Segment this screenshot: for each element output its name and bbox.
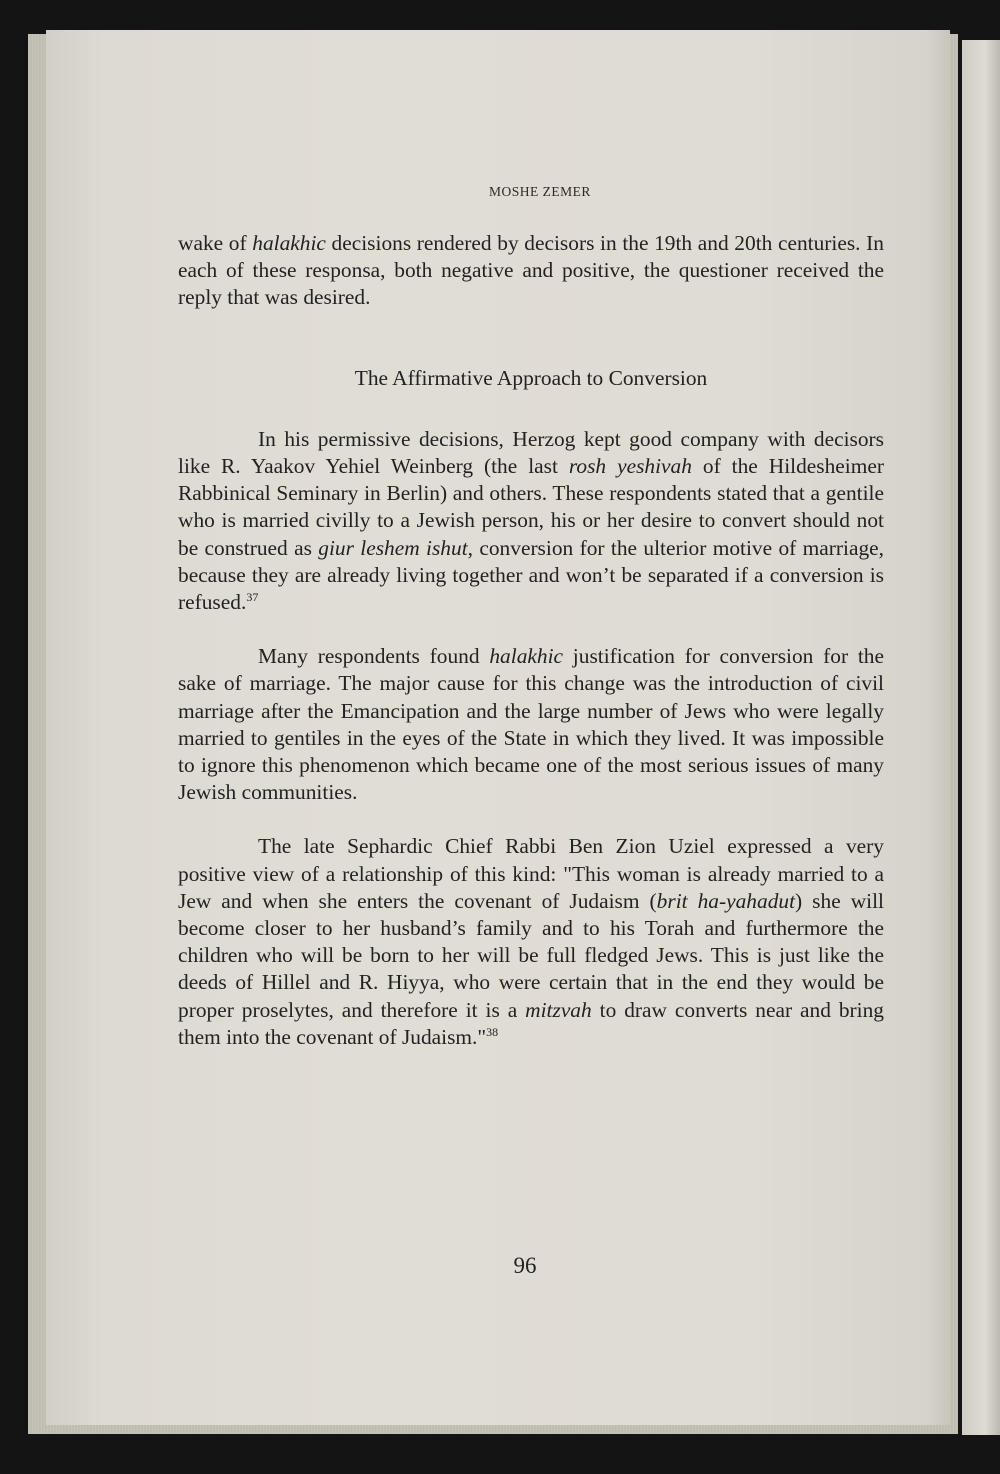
italic-term: rosh yeshivah xyxy=(568,454,692,479)
italic-term: halakhic xyxy=(252,231,326,255)
italic-term: giur leshem ishut xyxy=(318,535,468,560)
footnote-ref: 38 xyxy=(486,1024,499,1039)
text-run: decisions rendered by decisors in the 19th and 20th centuries. In each of these responsa, both negative and positive, the questioner received the reply that was desired. xyxy=(178,231,884,310)
text-run: of the Hildesheimer Rabbinical Seminary in Berlin) and others. These respondents stated that a gentile who is married civilly to a Jewish person, his or her desire to convert should not be construed as xyxy=(178,454,884,560)
running-head: MOSHE ZEMER xyxy=(489,184,591,199)
paragraph-1 xyxy=(178,230,884,312)
text-run: The late Sephardic Chief Rabbi Ben Zion Uziel expressed a very positive view of a relationship of this kind: "This woman is already married to a Jew and when she enters the covenant of Judaism ( xyxy=(178,834,884,913)
text-run: justification for conversion for the sake of marriage. The major cause for this change was the introduction of civil marriage after the Emancipation and the large number of Jews who were legally married to gentiles in the eyes of the State in which they lived. It was impossible to ignore this phenomenon which became one of the most serious issues of many Jewish communities. xyxy=(178,644,884,805)
section-heading: The Affirmative Approach to Conversion xyxy=(354,365,708,390)
body-text xyxy=(178,230,884,1051)
text-run: Many respondents found xyxy=(258,644,490,669)
paragraph-4 xyxy=(178,833,884,1051)
italic-term: halakhic xyxy=(489,644,564,669)
page-number: 96 xyxy=(513,1253,537,1278)
text-run: ) she will become closer to her husband’s family and to his Torah and furthermore the children who will be born to her will be full fledged Jews. This is just like the deeds of Hillel and R. Hiyya, who were certain that in the end they would be proper proselytes, and therefore it is a xyxy=(178,888,884,1022)
italic-term: mitzvah xyxy=(525,997,592,1022)
text-run: In his permissive decisions, Herzog kept good company with decisors like R. Yaakov Yehiel Weinberg (the last xyxy=(178,426,884,479)
paragraph-2 xyxy=(178,426,884,616)
italic-term: brit ha-yahadut xyxy=(656,888,796,913)
footnote-ref: 37 xyxy=(246,590,259,605)
paragraph-3 xyxy=(178,643,884,806)
text-run: to draw converts near and bring them into the covenant of Judaism." xyxy=(178,997,885,1049)
facing-page-edge xyxy=(962,40,1000,1435)
text-run: wake of xyxy=(178,231,253,255)
text-run: , conversion for the ulterior motive of marriage, because they are already living together and won’t be separated if a conversion is refused. xyxy=(178,535,884,615)
